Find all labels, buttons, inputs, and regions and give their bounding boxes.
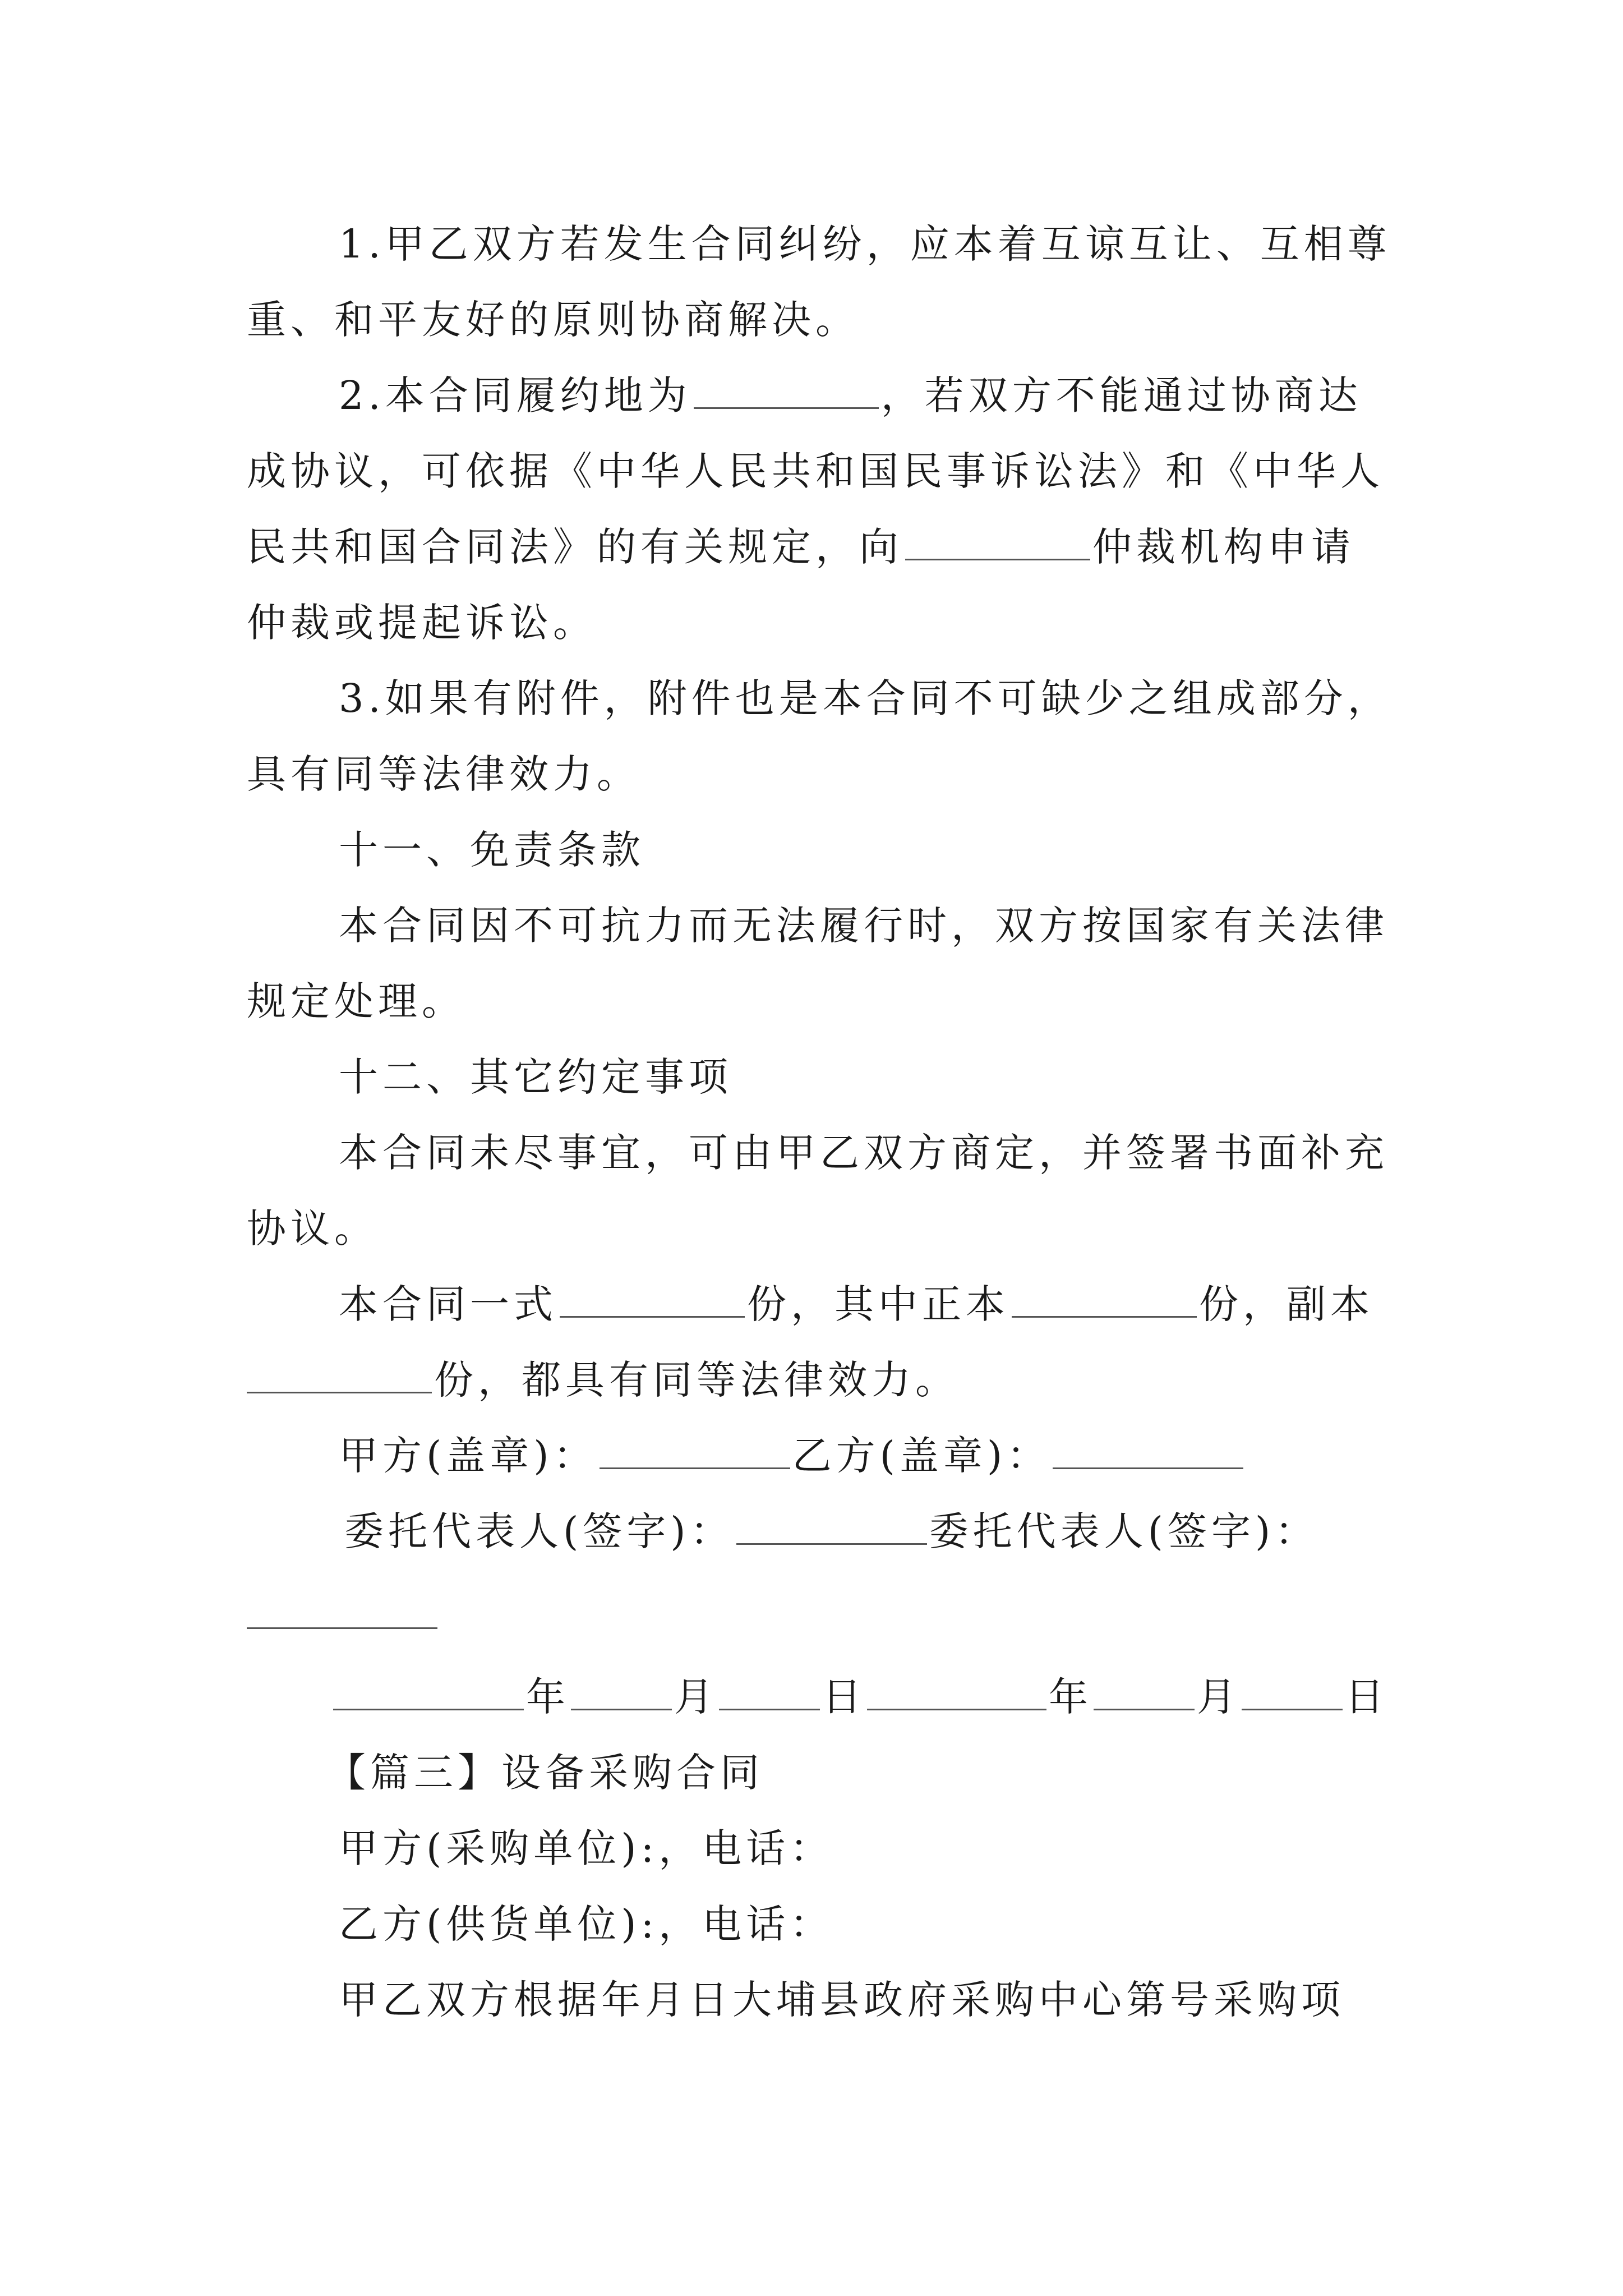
duplicate-copies-blank: [247, 1358, 432, 1393]
part-3-title: 【篇三】设备采购合同: [326, 1750, 764, 1796]
rep-b-label: 委托代表人(签字)：: [929, 1508, 1319, 1554]
clause-2-line-2: 成协议，可依据《中华人民共和国民事诉讼法》和《中华人: [247, 448, 1384, 494]
section-11-line-2: 规定处理。: [247, 978, 465, 1024]
part-3-party-b: 乙方(供货单位):，电话：: [339, 1901, 834, 1947]
copies-line-1: [339, 1276, 1374, 1332]
arbitration-blank: [905, 525, 1090, 560]
representative-line: [344, 1503, 1318, 1559]
party-b-seal-blank: [1053, 1434, 1243, 1469]
party-a-seal-label: 甲方(盖章)：: [339, 1433, 597, 1479]
date-b-month: 月: [1197, 1674, 1239, 1720]
clause-2-text-b: ，若双方不能通过协商达: [880, 372, 1362, 418]
rep-b-blank: [247, 1594, 437, 1629]
copies-line-2: [247, 1352, 959, 1408]
party-a-seal-blank: [600, 1434, 790, 1469]
rep-b-line: [247, 1588, 440, 1644]
copies-text-b: 份，其中正本: [747, 1281, 1009, 1327]
venue-blank: [694, 374, 879, 409]
section-11-heading: 十一、免责条款: [339, 827, 645, 873]
clause-2-line-1: [339, 367, 1362, 424]
section-12-line-2: 协议。: [247, 1205, 378, 1251]
date-a-day-blank: [719, 1675, 820, 1710]
clause-3-line-1: 3.如果有附件，附件也是本合同不可缺少之组成部分，: [339, 675, 1391, 721]
date-a-day: 日: [822, 1674, 865, 1720]
section-11-line-1: 本合同因不可抗力而无法履行时，双方按国家有关法律: [339, 903, 1389, 949]
date-b-day: 日: [1345, 1674, 1387, 1720]
date-b-year: 年: [1049, 1674, 1091, 1720]
seal-line: [339, 1428, 1246, 1484]
clause-2-line-3: [247, 519, 1355, 575]
copies-text-a: 本合同一式: [339, 1281, 557, 1327]
date-b-year-blank: [867, 1675, 1046, 1710]
original-copies-blank: [1012, 1282, 1197, 1318]
date-a-year-blank: [333, 1675, 524, 1710]
rep-a-label: 委托代表人(签字)：: [344, 1508, 734, 1554]
copies-text-d: 份，都具有同等法律效力。: [434, 1357, 959, 1403]
total-copies-blank: [560, 1282, 745, 1318]
section-12-heading: 十二、其它约定事项: [339, 1054, 732, 1100]
clause-1-line-2: 重、和平友好的原则协商解决。: [247, 297, 859, 343]
clause-3-line-2: 具有同等法律效力。: [247, 751, 640, 797]
date-b-day-blank: [1242, 1675, 1343, 1710]
part-3-intro: 甲乙双方根据年月日大埔县政府采购中心第号采购项: [339, 1977, 1345, 2023]
clause-2-text-a: 2.本合同履约地为: [339, 372, 691, 418]
date-a-month-blank: [571, 1675, 672, 1710]
rep-a-blank: [736, 1510, 927, 1545]
party-b-seal-label: 乙方(盖章)：: [792, 1433, 1051, 1479]
clause-2-text-d: 仲裁机构申请: [1092, 524, 1355, 570]
date-a-month: 月: [674, 1674, 717, 1720]
clause-2-line-4: 仲裁或提起诉讼。: [247, 600, 597, 646]
date-a-year: 年: [526, 1674, 569, 1720]
copies-text-c: 份，副本: [1199, 1281, 1374, 1327]
clause-1-line-1: 1.甲乙双方若发生合同纠纷，应本着互谅互让、互相尊: [339, 221, 1391, 267]
section-12-line-1: 本合同未尽事宜，可由甲乙双方商定，并签署书面补充: [339, 1130, 1389, 1176]
date-line: [333, 1669, 1387, 1725]
date-b-month-blank: [1094, 1675, 1195, 1710]
clause-2-text-c: 民共和国合同法》的有关规定，向: [247, 524, 903, 570]
part-3-party-a: 甲方(采购单位):，电话：: [339, 1825, 834, 1871]
